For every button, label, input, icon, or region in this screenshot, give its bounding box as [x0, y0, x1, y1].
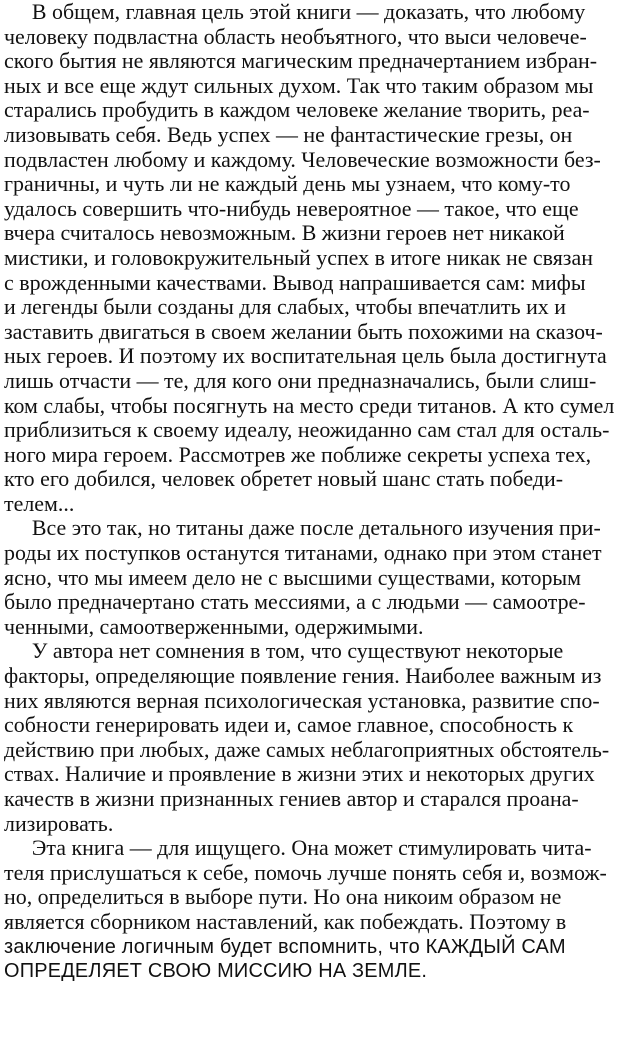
text-line: ского бытия не являются магическим предначертанием избран- [4, 48, 598, 74]
text-line: ного мира героем. Рассмотрев же поближе секреты успеха тех, [4, 441, 592, 467]
text-line: лишь отчасти — те, для кого они предназначались, были слиш- [4, 367, 597, 393]
text-line: является сборником наставлений, как побеждать. Поэтому в [4, 908, 567, 934]
text-line: факторы, определяющие появление гения. Наиболее важным из [4, 663, 602, 689]
text-line: Эта книга — для ищущего. Она может стимулировать чита- [31, 835, 592, 861]
text-line: но, определиться в выборе пути. Но она никоим образом не [4, 884, 562, 910]
text-line: действию при любых, даже самых неблагоприятных обстоятель- [4, 736, 610, 762]
closing-statement: ОПРЕДЕЛЯЕТ СВОЮ МИССИЮ НА ЗЕМЛЕ. [4, 960, 428, 983]
text-line: граничны, и чуть ли не каждый день мы узнаем, что кому-то [4, 171, 571, 197]
text-line: удалось совершить что-нибудь невероятное — такое, что еще [4, 195, 579, 221]
text-line: лизовывать себя. Ведь успех — не фантастические грезы, он [4, 121, 573, 147]
body-text [4, 0, 616, 984]
text-line: собности генерировать идеи и, самое главное, способность к [4, 712, 574, 738]
text-line: качеств в жизни признанных гениев автор и старался проана- [4, 786, 579, 811]
text-line: ком слабы, чтобы посягнуть на место среди титанов. А кто сумел [4, 392, 615, 418]
text-line: теля прислушаться к себе, помочь лучше понять себя и, возмож- [4, 859, 607, 885]
text-line: старались пробудить в каждом человеке желание творить, реа- [4, 97, 590, 123]
text-line: человеку подвластна область необъятного, что выси человече- [4, 23, 587, 49]
text-line: ясно, что мы имеем дело не с высшими существами, которым [4, 564, 582, 590]
text-line: было предначертано стать мессиями, а с людьми — самоотре- [4, 589, 586, 615]
text-line: Все это так, но титаны даже после детального изучения при- [31, 515, 601, 541]
text-line: ных героев. И поэтому их воспитательная цель была достигнута [4, 343, 607, 369]
text-line: вчера считалось невозможным. В жизни героев нет никакой [4, 220, 565, 246]
text-line: и легенды были созданы для слабых, чтобы впечатлить их и [4, 294, 566, 320]
text-line: роды их поступков останутся титанами, однако при этом станет [4, 540, 602, 566]
text-line: них являются верная психологическая установка, развитие спо- [4, 687, 600, 713]
text-line: ченными, самоотверженными, одержимыми. [4, 613, 424, 639]
text-line: ствах. Наличие и проявление в жизни этих и некоторых других [4, 761, 595, 787]
text-line: подвластен любому и каждому. Человеческие возможности без- [4, 146, 601, 172]
text-line: приблизиться к своему идеалу, неожиданно сам стал для осталь- [4, 417, 610, 443]
text-line: ных и все еще ждут сильных духом. Так что таким образом мы [4, 72, 594, 98]
text-line: мистики, и головокружительный успех в итоге никак не связан [4, 244, 593, 270]
text-line: заключение логичным будет вспомнить, что КАЖДЫЙ САМ [4, 935, 566, 958]
text-line: лизировать. [4, 810, 114, 836]
text-line: У автора нет сомнения в том, что существуют некоторые [31, 638, 564, 664]
text-line: с врожденными качествами. Вывод напрашивается сам: мифы [4, 269, 586, 295]
text-line: В общем, главная цель этой книги — доказать, что любому [31, 0, 586, 24]
text-line: кто его добился, человек обретет новый шанс стать победи- [4, 466, 564, 492]
text-line: телем... [4, 490, 75, 516]
text-line: заставить двигаться в своем желании быть похожими на сказоч- [4, 318, 603, 344]
